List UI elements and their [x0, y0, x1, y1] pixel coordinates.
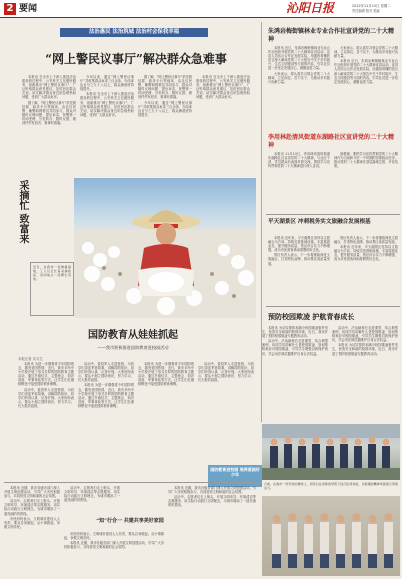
right-a4-col-1: [262, 326, 328, 422]
right-a2-headline: 李用林赴清风街道东湖路社区宣讲党的二十大精神: [268, 134, 395, 149]
right-paragraph: 他强调，要把学习宣传贯彻党的二十大精神作为当前和今后一个时期的首要政治任务，推动党的二十大精神在基层落地生根、开花结果。: [334, 152, 398, 169]
page-header: [0, 0, 402, 17]
cotton-harvest-illustration: [74, 178, 256, 318]
article2-col-4: [198, 362, 254, 462]
lead-headline: “网上警民议事厅”解决群众急难事: [45, 52, 227, 66]
lead-paragraph: 本报讯 在全市上下深入推进法治建设的过程中，公安机关立足便民服务，创新推出“网上警民议事厅”，广泛听取群众意见建议，及时回应群众关切，切实解决群众身边的急难愁盼问题，受到广大群众好评。: [196, 75, 250, 100]
right-a3-headline: 平天湖景区 冲刺税务实文旅融合发展根基: [268, 219, 371, 225]
article2-byline: 本报记者 实习生: [18, 357, 43, 361]
lead-body-col-2: [80, 75, 134, 177]
right-a3-col-2: [334, 236, 398, 304]
bottom-divider: [4, 482, 259, 483]
right-a1-col-1: [268, 46, 330, 128]
right-paragraph: 本报讯 11月14日，李用林到清风街道东湖路社区宣讲党的二十大精神，与社区干部、党员群众代表面对面交流，围绕学习宣传贯彻党的二十大精神进行深入宣讲。: [268, 152, 330, 169]
article2-col-2: [78, 362, 134, 462]
students-group-illustration: [262, 424, 400, 480]
right-paragraph: 活动中，法治副校长走进课堂，结合典型案例，向同学们讲解什么是校园欺凌、如何预防和应对校园欺凌，引导学生增强自我保护意识，学会用法律武器维护自身合法权益。: [332, 326, 398, 343]
students-photo-caption: 日前，在我市一所学校的操场上，同学们在老师的带领下进行队列训练，以饱满的精神风貌展示青春活力。: [264, 482, 398, 491]
right-a4-headline: 预防校园欺凌 护航青春成长: [268, 312, 355, 321]
article2-paragraph: 活动中，退役军人走进校园，为同学们讲述军营故事，讲解国防知识，同学们听得认真、记得仔细。大家纷纷表示，要从小树立国防意识，努力学习，长大报效祖国。: [198, 362, 254, 383]
page-number-badge: 2: [4, 3, 16, 15]
article2-side-box: 国防教育进校园 培养爱国好少年: [208, 465, 262, 487]
right-a2-col-2: [334, 152, 398, 212]
banner-ribbon: 法治惠民 法治筑城 法治村会保我幸福: [60, 28, 208, 37]
bottom-left-col-2: [64, 486, 120, 516]
bottom-paragraph: 活动中，志愿者们走上街头，开展文明劝导、环境清洁等志愿服务，用实际行动践行文明理念，为城市增添了一道亮丽的风景线。: [168, 495, 256, 508]
right-divider-2: [266, 306, 400, 307]
right-divider-1: [266, 214, 400, 215]
right-paragraph: 本报讯 近日，朱鸿岩梅街镇林业专业合作社组织开展党的二十大精神宣讲活动，宣讲人员结合合作社发展实际，用通俗易懂的语言深入解读党的二十大报告中关于乡村振兴、生态文明建设等方面的内容，引导社员进一步坚定发展信心，凝聚奋进力量。: [268, 46, 330, 71]
bottom-paragraph: 本报讯 近期，我市各级各部门深入开展文明创建活动，引导广大市民积极参与，共同营造文明和谐的社会氛围。: [4, 486, 60, 499]
right-a1-headline: 朱鸿岩梅街镇林业专业合作社宣讲党的二十大精神: [268, 28, 395, 43]
right-paragraph: 活动中，法治副校长走进课堂，结合典型案例，向同学们讲解什么是校园欺凌、如何预防和应对校园欺凌，引导学生增强自我保护意识，学会用法律武器维护自身合法权益。: [262, 339, 328, 356]
article2-paragraph: 本报讯 为进一步增强青少年国防观念，激发爱国热情，近日，我市多所中小学校开展了形式多样的国防教育主题活动，通过升旗仪式、主题班会、知识讲座、军事体验等方式，让学生们在潜移默化中接受国防教育熏陶。: [18, 362, 74, 387]
right-paragraph: 本报讯 为切实预防和减少校园欺凌事件发生，营造安全和谐的校园环境，近日，我市开展了预防校园欺凌专题教育活动。: [332, 343, 398, 356]
bottom-paragraph: 活动中，志愿者们走上街头，开展文明劝导、环境清洁等志愿服务，用实际行动践行文明理念，为城市增添了一道亮丽的风景线。: [64, 486, 120, 503]
bottom-left-headline: “知”行合一 共建共享美好家园: [96, 518, 164, 524]
students-marching-illustration: [262, 496, 400, 576]
bottom-paragraph: 市民纷纷表示，文明城市建设人人有责，要从自身做起，从小事做起，争做文明市民。: [4, 516, 60, 529]
article2-paragraph: 本报讯 为进一步增强青少年国防观念，激发爱国热情，近日，我市多所中小学校开展了形式多样的国防教育主题活动，通过升旗仪式、主题班会、知识讲座、军事体验等方式，让学生们在潜移默化中接受国防教育熏陶。: [138, 362, 194, 387]
bottom-paragraph: 本报讯 近期，我市各级各部门深入开展文明创建活动，引导广大市民积极参与，共同营造文明和谐的社会氛围。: [64, 541, 164, 550]
right-paragraph: 景区负责人表示，下一步将继续深化文旅融合，打造特色品牌，推动景区高质量发展。: [334, 236, 398, 245]
article2-col-3: [138, 362, 194, 462]
date-line: 2022年11月15日 星期二: [352, 4, 391, 8]
sub-line: 责任编辑 校对 美编: [352, 9, 380, 13]
lead-paragraph: 本报讯 在全市上下深入推进法治建设的过程中，公安机关立足便民服务，创新推出“网上警民议事厅”，广泛听取群众意见建议，及时回应群众关切，切实解决群众身边的急难愁盼问题，受到广大群众好评。: [22, 75, 76, 100]
right-paragraph: 本报讯 近日，朱鸿岩梅街镇林业专业合作社组织开展党的二十大精神宣讲活动，宣讲人员结合合作社发展实际，用通俗易懂的语言深入解读党的二十大报告中关于乡村振兴、生态文明建设等方面的内容，引导社员进一步坚定发展信心，凝聚奋进力量。: [334, 59, 398, 84]
article2-paragraph: 本报讯 为进一步增强青少年国防观念，激发爱国热情，近日，我市多所中小学校开展了形式多样的国防教育主题活动，通过升旗仪式、主题班会、知识讲座、军事体验等方式，让学生们在潜移默化中接受国防教育熏陶。: [78, 383, 134, 408]
bottom-paragraph: 活动中，志愿者们走上街头，开展文明劝导、环境清洁等志愿服务，用实际行动践行文明理念，为城市增添了一道亮丽的风景线。: [4, 499, 60, 516]
header-rule: [0, 17, 402, 18]
bottom-left-col-4: [168, 486, 256, 576]
right-a2-col-1: [268, 152, 330, 212]
lead-photo: [74, 178, 256, 318]
students-photo-bottom: [262, 496, 400, 576]
bottom-left-col-3: [64, 532, 164, 576]
right-paragraph: 本报讯 为切实预防和减少校园欺凌事件发生，营造安全和谐的校园环境，近日，我市开展了预防校园欺凌专题教育活动。: [262, 326, 328, 339]
bottom-left-col-1: [4, 486, 60, 576]
article2-paragraph: 活动中，退役军人走进校园，为同学们讲述军营故事，讲解国防知识，同学们听得认真、记得仔细。大家纷纷表示，要从小树立国防意识，努力学习，长大报效祖国。: [78, 362, 134, 383]
students-photo-top: [262, 424, 400, 480]
bottom-paragraph: 本报讯 近期，我市各级各部门深入开展文明创建活动，引导广大市民积极参与，共同营造文明和谐的社会氛围。: [168, 486, 256, 495]
lead-paragraph: 今年以来，通过“网上警民议事厅”共收集群众诉求三百余条，办结率达百分之九十八以上，群众满意度持续提升。: [138, 100, 192, 117]
lead-paragraph: 今年以来，通过“网上警民议事厅”共收集群众诉求三百余条，办结率达百分之九十八以上，群众满意度持续提升。: [80, 75, 134, 92]
section-label: 要闻: [19, 4, 38, 14]
lead-body-col-3: [138, 75, 192, 177]
right-paragraph: 大家表示，将认真学习领会党的二十大精神，立足岗位，苦干实干，为推动乡村振兴贡献力量。: [334, 46, 398, 59]
masthead-logo: 沁阳日报: [286, 1, 335, 15]
lead-body-col-1: [22, 75, 76, 177]
lead-paragraph: 据了解，“网上警民议事厅”依托微信群、政务平台等载体，由社区民警、辅警和网格员共同参与，群众可随时反映问题、提出诉求，民警第一时间受理、分类转办、限时反馈，做到件件有回音、事事有着落。: [138, 75, 192, 100]
article2-headline: 国防教育从娃娃抓起: [88, 330, 178, 341]
right-paragraph: 本报讯 近年来，平天湖景区坚持以文旅融合为方向，持续完善基础设施，丰富旅游业态，提升服务质量，景区综合实力不断增强，成为市民游客休闲度假的好去处。: [334, 245, 398, 262]
sidebar-caption: 近日，在我市一家种植基地，工人们正忙着采摘收获，田间地头一派繁忙景象。: [30, 262, 74, 316]
right-paragraph: 本报讯 近年来，平天湖景区坚持以文旅融合为方向，持续完善基础设施，丰富旅游业态，提升服务质量，景区综合实力不断增强，成为市民游客休闲度假的好去处。: [268, 236, 330, 253]
article2-col-1: [18, 362, 74, 462]
sidebar-vertical-title: 采摘忙 致富来: [17, 180, 28, 244]
right-paragraph: 景区负责人表示，下一步将继续深化文旅融合，打造特色品牌，推动景区高质量发展。: [268, 253, 330, 266]
right-paragraph: 大家表示，将认真学习领会党的二十大精神，立足岗位，苦干实干，为推动乡村振兴贡献力量。: [268, 71, 330, 84]
right-a3-col-1: [268, 236, 330, 304]
bottom-paragraph: 市民纷纷表示，文明城市建设人人有责，要从自身做起，从小事做起，争做文明市民。: [64, 532, 164, 541]
lead-paragraph: 本报讯 在全市上下深入推进法治建设的过程中，公安机关立足便民服务，创新推出“网上警民议事厅”，广泛听取群众意见建议，及时回应群众关切，切实解决群众身边的急难愁盼问题，受到广大群众好评。: [80, 92, 134, 117]
right-a1-col-2: [334, 46, 398, 128]
article2-subtitle: ——我市积极推进国防教育进校园活动: [97, 345, 169, 350]
right-a4-col-2: [332, 326, 398, 422]
article2-paragraph: 活动中，退役军人走进校园，为同学们讲述军营故事，讲解国防知识，同学们听得认真、记得仔细。大家纷纷表示，要从小树立国防意识，努力学习，长大报效祖国。: [18, 387, 74, 408]
lead-body-col-4: [196, 75, 250, 177]
lead-paragraph: 据了解，“网上警民议事厅”依托微信群、政务平台等载体，由社区民警、辅警和网格员共同参与，群众可随时反映问题、提出诉求，民警第一时间受理、分类转办、限时反馈，做到件件有回音、事事有着落。: [22, 100, 76, 126]
